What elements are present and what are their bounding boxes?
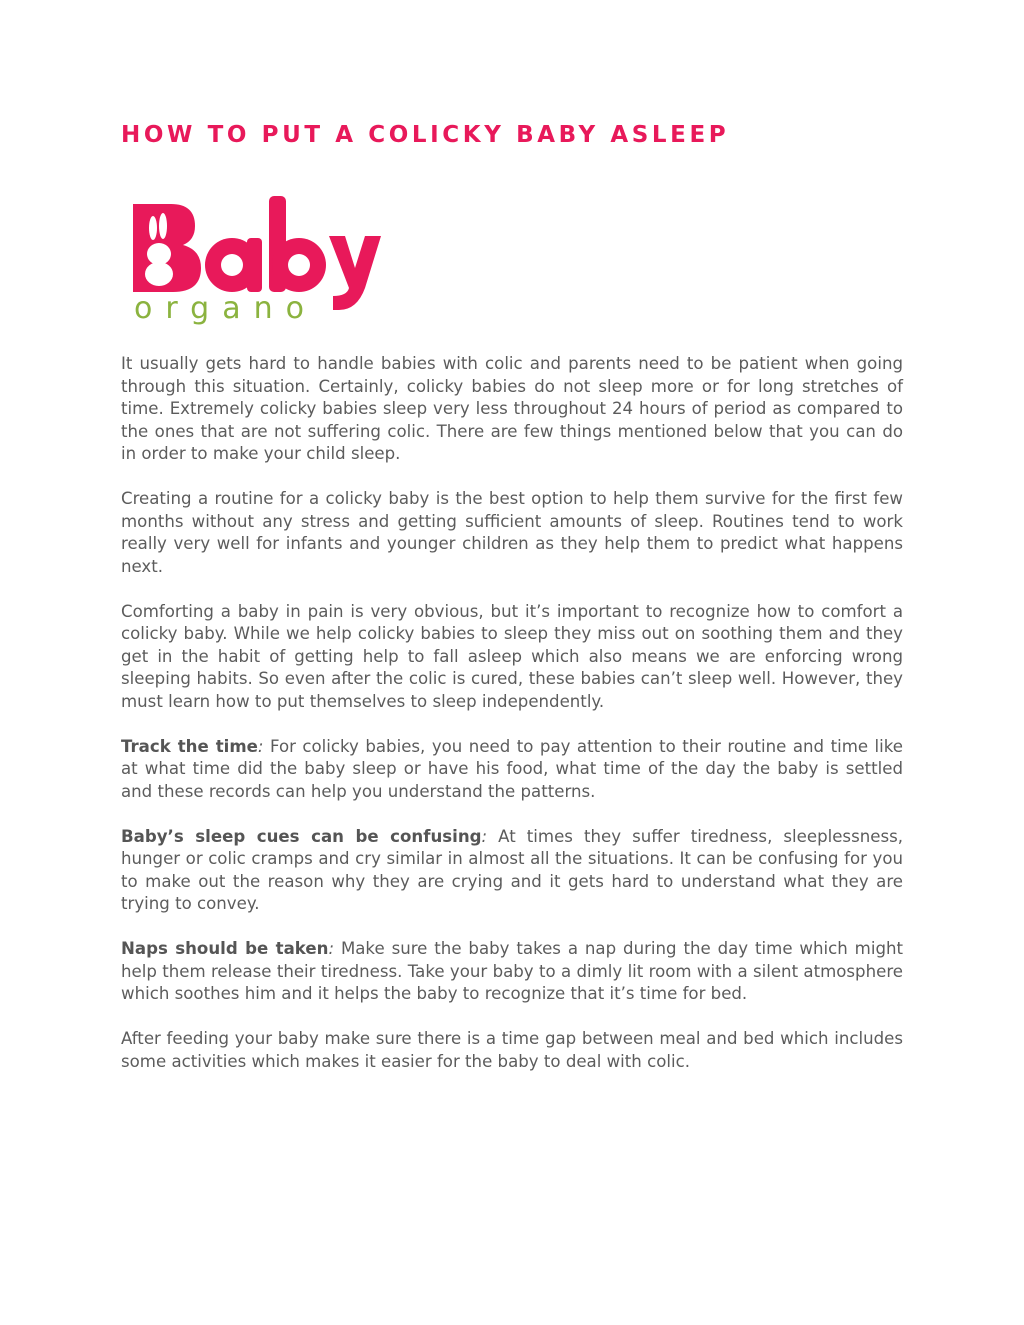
heading-colon: : xyxy=(257,736,264,756)
paragraph-routine xyxy=(121,488,903,578)
paragraph-text: At times they suffer tiredness, sleeplessness, hunger or colic cramps and cry similar in almost all the situations. It can be confusing for you to make out the reason why they are crying and it gets hard to understand what they are trying to convey. xyxy=(121,826,904,913)
article-body xyxy=(121,353,903,1096)
paragraph-heading: Baby’s sleep cues can be confusing xyxy=(121,826,482,846)
paragraph-heading: Naps should be taken xyxy=(121,939,329,958)
paragraph-comforting xyxy=(121,601,903,714)
paragraph-text: For colicky babies, you need to pay attention to their routine and time like at what time did the baby sleep or have his food, what time of the day the baby is settled and these records can help you understand the patterns. xyxy=(121,736,904,801)
paragraph-text: Make sure the baby takes a nap during the day time which might help them release their tiredness. Take your baby to a dimly lit room with a silent atmosphere which soothes him and it helps the baby to recognize that it’s time for bed. xyxy=(121,939,904,1003)
paragraph-feeding xyxy=(121,1028,903,1073)
paragraph-intro xyxy=(121,353,903,466)
heading-colon: : xyxy=(328,939,335,958)
paragraph-text: Creating a routine for a colicky baby is the best option to help them survive for the first few months without any stress and getting sufficient amounts of sleep. Routines tend to work really very well for infants and younger children as they help them to predict what happens next. xyxy=(121,489,903,576)
paragraph-text: Comforting a baby in pain is very obvious, but it’s important to recognize how to comfort a colicky baby. While we help colicky babies to sleep they miss out on soothing them and they get in the habit of getting help to fall asleep which also means we are enforcing wrong sleeping habits. So even after the colic is cured, these babies can’t sleep well. However, they must learn how to put themselves to sleep independently. xyxy=(121,601,903,711)
paragraph-naps xyxy=(121,938,903,1006)
paragraph-text: It usually gets hard to handle babies with colic and parents need to be patient when going through this situation. Certainly, colicky babies do not sleep more or for long stretches of time. Extremely colicky babies sleep very less throughout 24 hours of period as compared to the ones that are not suffering colic. There are few things mentioned below that you can do in order to make your child sleep. xyxy=(121,354,903,463)
paragraph-sleep-cues xyxy=(121,826,903,916)
heading-colon: : xyxy=(481,826,488,846)
paragraph-text: After feeding your baby make sure there is a time gap between meal and bed which includes some activities which makes it easier for the baby to deal with colic. xyxy=(121,1029,903,1071)
svg-text:organo: organo xyxy=(134,291,317,326)
paragraph-track-time xyxy=(121,736,903,804)
page-title: HOW TO PUT A COLICKY BABY ASLEEP xyxy=(121,122,730,148)
paragraph-heading: Track the time xyxy=(121,736,258,756)
baby-organo-logo xyxy=(129,190,389,330)
